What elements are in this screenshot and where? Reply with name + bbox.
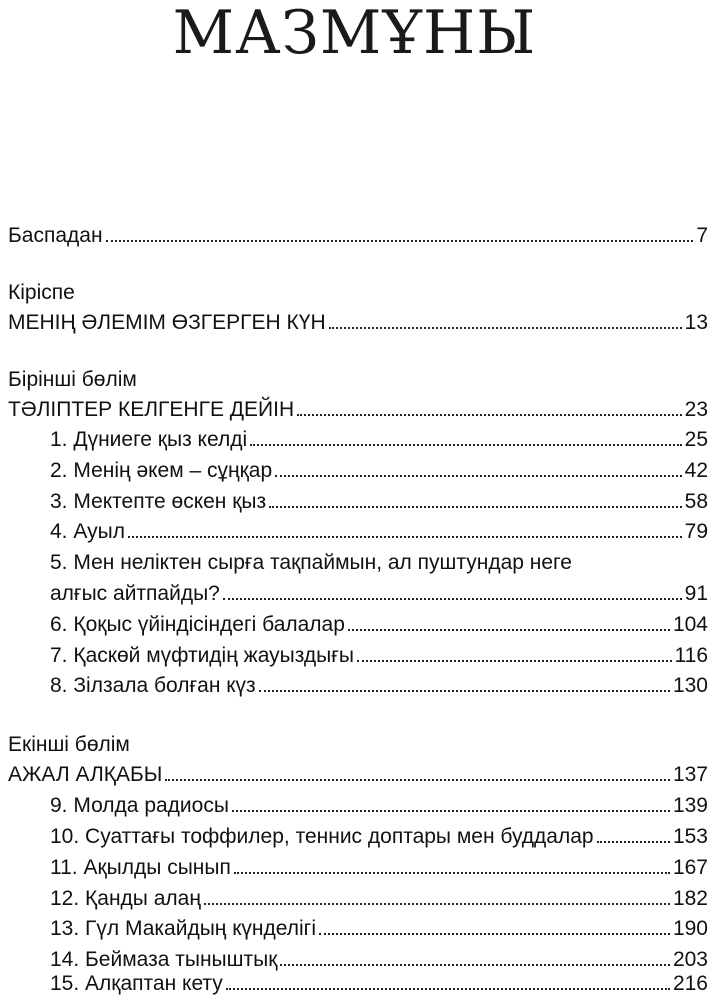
toc-entry-label: АЖАЛ АЛҚАБЫ	[8, 763, 163, 786]
toc-entry-label: 9. Молда радиосы	[50, 794, 229, 817]
toc-entry-part1	[8, 395, 708, 425]
dot-leader	[275, 474, 681, 477]
toc-chapter-6	[50, 610, 708, 640]
dot-leader	[106, 239, 694, 242]
toc-entry-page: 182	[672, 887, 708, 910]
toc-entry-page: 42	[684, 459, 708, 482]
toc-entry-label: 6. Қоқыс үйіндісіндегі балалар	[50, 613, 345, 636]
toc-chapter-3	[50, 487, 708, 517]
toc-chapter-2	[50, 456, 708, 486]
dot-leader	[128, 535, 682, 538]
toc-chapter-1	[50, 425, 708, 455]
toc-entry-baspadan	[8, 221, 708, 251]
dot-leader	[357, 659, 672, 662]
toc-chapter-9	[50, 791, 708, 821]
toc-chapter-12	[50, 884, 708, 914]
toc-entry-page: 13	[684, 311, 708, 334]
toc-chapter-4	[50, 517, 708, 547]
dot-leader	[226, 987, 670, 990]
toc-entry-page: 203	[672, 948, 708, 971]
dot-leader	[165, 778, 670, 781]
toc-entry-label: алғыс айтпайды?	[50, 582, 220, 605]
dot-leader	[280, 963, 670, 966]
toc-entry-page: 139	[672, 794, 708, 817]
dot-leader	[348, 628, 670, 631]
toc-entry-page: 7	[696, 224, 708, 247]
toc-entry-page: 137	[672, 763, 708, 786]
toc-entry-label: ТӘЛІПТЕР КЕЛГЕНГЕ ДЕЙІН	[8, 398, 295, 421]
toc-entry-page: 167	[672, 856, 708, 879]
toc-entry-label: 1. Дүниеге қыз келді	[50, 428, 248, 451]
dot-leader	[232, 809, 670, 812]
toc-entry-label: 11. Ақылды сынып	[50, 856, 231, 879]
dot-leader	[223, 597, 682, 600]
toc-entry-label: 13. Гүл Макайдың күнделігі	[50, 917, 316, 940]
dot-leader	[297, 413, 682, 416]
toc-entry-label: 10. Суаттағы тоффилер, теннис доптары мен буддалар	[50, 825, 594, 848]
dot-leader	[234, 871, 670, 874]
toc-entry-page: 116	[674, 644, 708, 667]
section-heading-part1: Бірінші бөлім	[8, 368, 137, 391]
dot-leader	[250, 443, 682, 446]
toc-entry-page: 79	[684, 520, 708, 543]
dot-leader	[597, 840, 670, 843]
toc-entry-label: Баспадан	[8, 224, 103, 247]
toc-chapter-5	[50, 579, 708, 609]
toc-chapter-15	[50, 969, 708, 999]
dot-leader	[259, 689, 670, 692]
page-title: МАЗМҰНЫ	[172, 0, 537, 68]
toc-chapter-11	[50, 853, 708, 883]
toc-chapter-10	[50, 822, 708, 852]
dot-leader	[319, 932, 670, 935]
toc-entry-part2	[8, 760, 708, 790]
dot-leader	[329, 326, 682, 329]
toc-entry-label: 12. Қанды алаң	[50, 887, 201, 910]
toc-entry-label: 14. Беймаза тыныштық	[50, 948, 278, 971]
toc-entry-page: 190	[672, 917, 708, 940]
toc-entry-label: 4. Ауыл	[50, 520, 125, 543]
dot-leader	[204, 902, 670, 905]
toc-entry-label: 15. Алқаптан кету	[50, 972, 223, 995]
toc-entry-page: 216	[672, 972, 708, 995]
toc-entry-page: 130	[672, 674, 708, 697]
toc-entry-page: 153	[672, 825, 708, 848]
toc-entry-page: 23	[684, 398, 708, 421]
toc-entry-page: 58	[684, 490, 708, 513]
toc-entry-page: 104	[672, 613, 708, 636]
toc-entry-label: 8. Зілзала болған күз	[50, 674, 256, 697]
toc-entry-label: 3. Мектепте өскен қыз	[50, 490, 267, 513]
toc-entry-page: 91	[684, 582, 708, 605]
section-heading-intro: Кіріспе	[8, 281, 75, 304]
toc-chapter-8	[50, 671, 708, 701]
toc-entry-label: 7. Қаскөй мүфтидің жауыздығы	[50, 644, 354, 667]
toc-chapter-13	[50, 914, 708, 944]
toc-entry-intro	[8, 308, 708, 338]
toc-chapter-7	[50, 641, 708, 671]
toc-entry-page: 25	[684, 428, 708, 451]
toc-entry-label: 2. Менің әкем – сұңқар	[50, 459, 273, 482]
toc-chapter-5-line1: 5. Мен неліктен сырға тақпаймын, ал пуштундар неге	[50, 551, 572, 574]
toc-entry-label: МЕНІҢ ӘЛЕМІМ ӨЗГЕРГЕН КҮН	[8, 311, 326, 334]
section-heading-part2: Екінші бөлім	[8, 733, 130, 756]
dot-leader	[269, 505, 682, 508]
